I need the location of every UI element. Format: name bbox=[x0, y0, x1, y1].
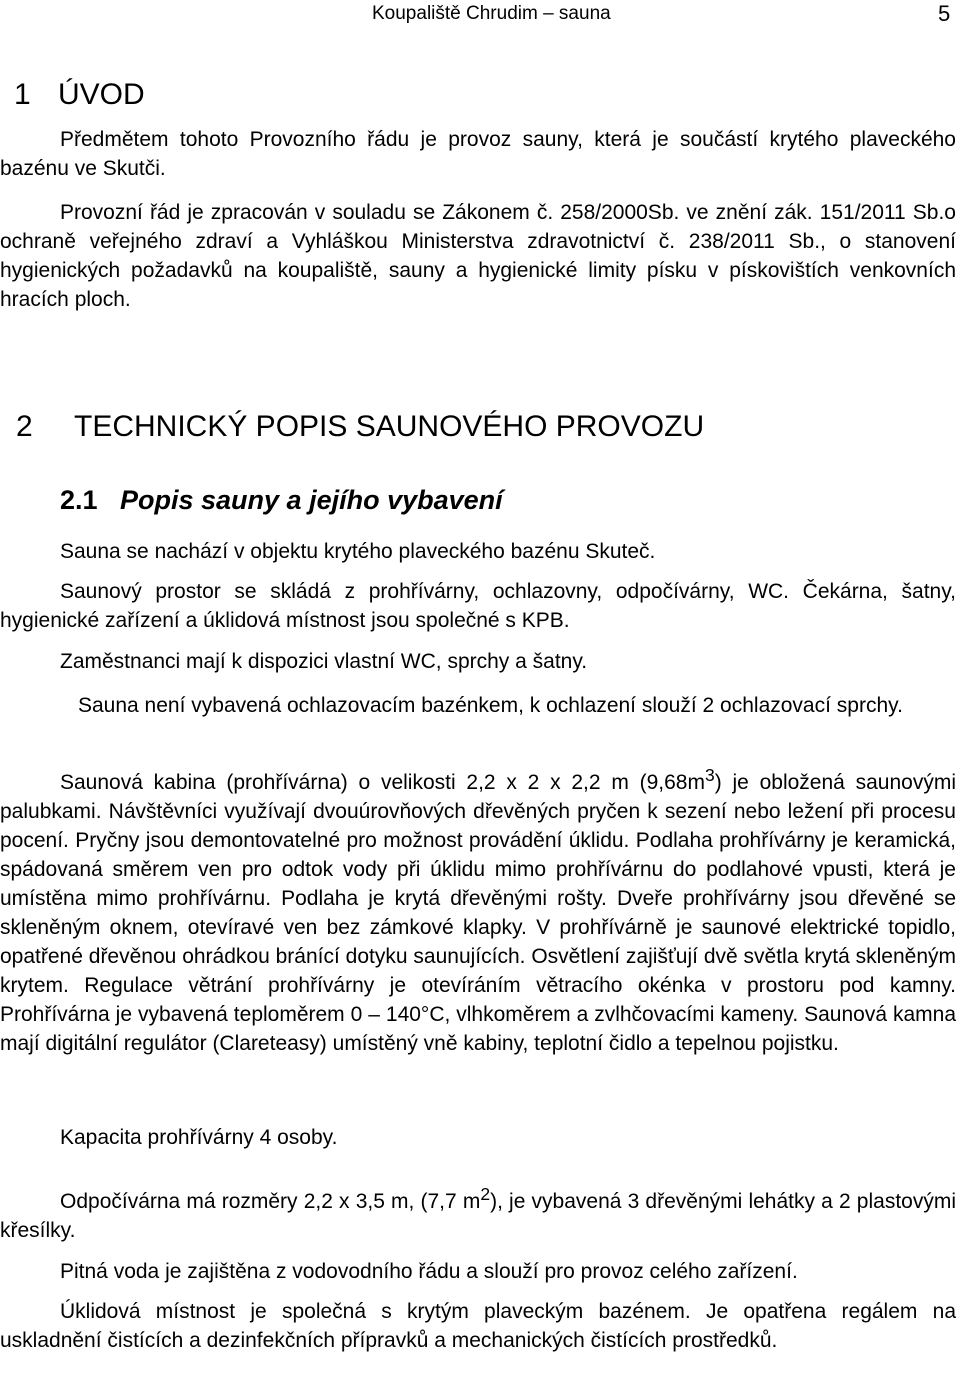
subsection-heading bbox=[60, 485, 503, 516]
paragraph: Pitná voda je zajištěna z vodovodního řádu a slouží pro provoz celého zařízení. bbox=[60, 1260, 798, 1283]
paragraph bbox=[0, 1180, 956, 1245]
text-run: Saunová kabina (prohřívárna) o velikosti 2,2 x 2 x 2,2 m (9,68m bbox=[60, 771, 705, 794]
superscript: 2 bbox=[480, 1184, 491, 1204]
section-number: 2 bbox=[16, 410, 33, 443]
page-header-title: Koupaliště Chrudim – sauna bbox=[372, 3, 611, 24]
section-title: ÚVOD bbox=[58, 78, 145, 111]
section-1-heading bbox=[14, 78, 145, 112]
paragraph: Předmětem tohoto Provozního řádu je provoz sauny, která je součástí krytého plaveckého bazénu ve Skutči. bbox=[0, 128, 956, 180]
section-number: 1 bbox=[14, 78, 31, 111]
paragraph: Saunový prostor se skládá z prohřívárny, ochlazovny, odpočívárny, WC. Čekárna, šatny, hygienické zařízení a úklidová místnost jsou společné s KPB. bbox=[0, 580, 956, 632]
page-number: 5 bbox=[938, 1, 951, 26]
subsection-title: Popis sauny a jejího vybavení bbox=[120, 485, 503, 515]
paragraph: Sauna není vybavená ochlazovacím bazénkem, k ochlazení slouží 2 ochlazovací sprchy. bbox=[78, 694, 903, 717]
paragraph: Kapacita prohřívárny 4 osoby. bbox=[60, 1126, 338, 1149]
superscript: 3 bbox=[704, 765, 715, 785]
section-title: TECHNICKÝ POPIS SAUNOVÉHO PROVOZU bbox=[74, 410, 705, 443]
text-run: ), je vybavená 3 dřevěnými lehátky a 2 plastovými křesílky. bbox=[0, 1190, 956, 1242]
paragraph: Úklidová místnost je společná s krytým plaveckým bazénem. Je opatřena regálem na uskladnění čistících a dezinfekčních přípravků a mechanických čistících prostředků. bbox=[0, 1300, 956, 1352]
paragraph: Zaměstnanci mají k dispozici vlastní WC, sprchy a šatny. bbox=[60, 650, 588, 673]
subsection-number: 2.1 bbox=[60, 485, 98, 515]
paragraph bbox=[0, 761, 956, 1058]
section-2-heading bbox=[16, 410, 704, 444]
text-run: ) je obložená saunovými palubkami. Návštěvníci využívají dvouúrovňových dřevěných pryčen k sezení nebo ležení při procesu pocení. Pryčny jsou demontovatelné pro možnost provádění úklidu. Podlaha prohřívárny je keramická, spádovaná směrem ven pro odtok vody při úklidu mimo prohřívárnu do podlahové vpusti, která je umístěna mimo prohřívárnu. Podlaha je krytá dřevěnými rošty. Dveře prohřívárny jsou dřevěné se skleněným oknem, otevíravé ven bez zámkové klapky. V prohřívárně je saunové elektrické topidlo, opatřené dřevěnou ohrádkou bránící dotyku saunujících. Osvětlení zajišťují dvě světla krytá skleněným krytem. Regulace větrání prohřívárny je otevíráním větracího okénka v prostoru pod kamny. Prohřívárna je vybavená teploměrem 0 – 140°C, vlhkoměrem a zvlhčovacími kameny. Saunová kamna mají digitální regulátor (Clareteasy) umístěný vně kabiny, teplotní čidlo a tepelnou pojistku. bbox=[0, 771, 956, 1055]
paragraph: Sauna se nachází v objektu krytého plaveckého bazénu Skuteč. bbox=[60, 540, 656, 563]
text-run: Odpočívárna má rozměry 2,2 x 3,5 m, (7,7 m bbox=[60, 1190, 481, 1213]
paragraph: Provozní řád je zpracován v souladu se Zákonem č. 258/2000Sb. ve znění zák. 151/2011 Sb.o ochraně veřejného zdraví a Vyhláškou Ministerstva zdravotnictví č. 238/2011 Sb., o stanovení hygienických požadavků na koupaliště, sauny a hygienické limity písku v pískovištích venkovních hracích ploch. bbox=[0, 201, 956, 311]
